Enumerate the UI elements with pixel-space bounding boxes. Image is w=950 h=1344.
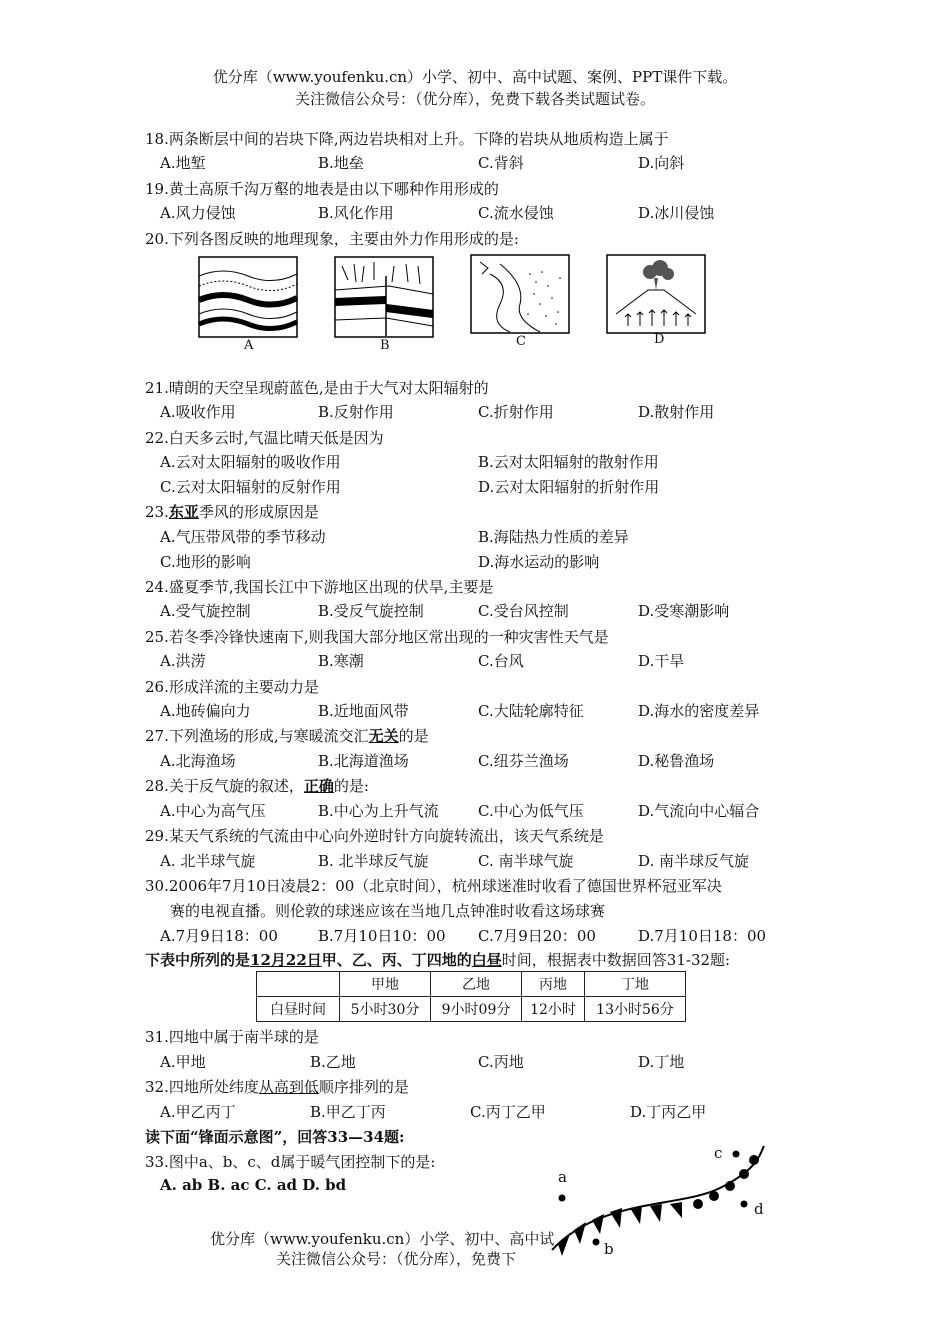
q23-option-c: C.地形的影响 (160, 553, 251, 571)
header-line-2: 关注微信公众号：（优分库），免费下载各类试题试卷。 (294, 90, 655, 108)
q24-option-d: D.受寒潮影响 (638, 602, 730, 620)
table-cell: 5小时30分 (340, 997, 431, 1022)
q22-option-b: B.云对太阳辐射的散射作用 (478, 453, 659, 471)
table-cell: 13小时56分 (585, 997, 686, 1022)
figure-c-alluvial-fan (470, 254, 570, 334)
q29-option-c: C. 南半球气旋 (478, 852, 574, 870)
figure-a-folded-strata (198, 256, 298, 338)
q26-option-b: B.近地面风带 (318, 702, 409, 720)
q23-option-a: A.气压带风带的季节移动 (160, 528, 326, 546)
figure-c-label: C (516, 334, 526, 349)
header-line-1: 优分库（www.youfenku.cn）小学、初中、高中试题、案例、PPT课件下载。 (212, 68, 738, 86)
q24-option-a: A.受气旋控制 (160, 602, 251, 620)
q32-stem-emphasis: 从高到低 (258, 1078, 319, 1096)
q29-option-d: D. 南半球反气旋 (638, 852, 750, 870)
q25-option-d: D.干旱 (638, 652, 685, 670)
figure-b-fault (334, 256, 434, 338)
table-intro-post: 时间，根据表中数据回答31-32题: (501, 951, 731, 969)
q23-option-b: B.海陆热力性质的差异 (478, 528, 629, 546)
q29-option-a: A. 北半球气旋 (160, 852, 256, 870)
question-19: 19.黄土高原千沟万壑的地表是由以下哪种作用形成的 (145, 180, 499, 198)
q18-option-a: A.地堑 (160, 154, 206, 172)
q32-option-c: C.丙丁乙甲 (470, 1103, 546, 1121)
q32-option-d: D.丁丙乙甲 (630, 1103, 707, 1121)
front-diagram (540, 1138, 780, 1264)
footer-line-2: 关注微信公众号：（优分库），免费下 (276, 1250, 517, 1268)
q25-option-a: A.洪涝 (160, 652, 206, 670)
front-label-b: b (604, 1240, 614, 1258)
q33-options: A. ab B. ac C. ad D. bd (160, 1176, 347, 1194)
q28-option-b: B.中心为上升气流 (318, 802, 439, 820)
question-33: 33.图中a、b、c、d属于暖气团控制下的是: (145, 1153, 436, 1171)
table-header-row (257, 972, 686, 997)
table-header-cell: 甲地 (340, 972, 431, 997)
q18-option-d: D.向斜 (638, 154, 685, 172)
table-intro-mid: 甲、乙、丙、丁四地的 (321, 951, 472, 969)
q26-option-c: C.大陆轮廓特征 (478, 702, 584, 720)
q21-option-b: B.反射作用 (318, 403, 394, 421)
table-header-cell: 丁地 (585, 972, 686, 997)
q27-option-a: A.北海渔场 (160, 752, 236, 770)
q29-option-b: B. 北半球反气旋 (318, 852, 429, 870)
front-label-c: c (714, 1144, 723, 1162)
table-cell: 白昼时间 (257, 997, 340, 1022)
q32-stem-pre: 32.四地所处纬度 (145, 1078, 259, 1096)
q28-option-a: A.中心为高气压 (160, 802, 266, 820)
table-cell: 12小时 (522, 997, 585, 1022)
front-intro: 读下面“锋面示意图”，回答33—34题: (145, 1128, 405, 1146)
table-intro-date: 12月22日 (250, 951, 322, 969)
q25-option-c: C.台风 (478, 652, 524, 670)
q23-option-d: D.海水运动的影响 (478, 553, 600, 571)
question-24: 24.盛夏季节,我国长江中下游地区出现的伏旱,主要是 (145, 578, 494, 596)
q19-option-a: A.风力侵蚀 (160, 204, 236, 222)
footer-line-1: 优分库（www.youfenku.cn）小学、初中、高中试 (210, 1230, 555, 1248)
question-30: 30.2006年7月10日凌晨2：00（北京时间），杭州球迷准时收看了德国世界杯冠亚军决 (145, 877, 722, 895)
question-30-line-2: 赛的电视直播。则伦敦的球迷应该在当地几点钟准时收看这场球赛 (170, 902, 606, 920)
figure-b-label: B (380, 338, 390, 353)
q27-stem-post: 的是 (398, 727, 429, 745)
q21-option-c: C.折射作用 (478, 403, 554, 421)
question-32 (145, 1076, 409, 1097)
table-header-cell: 丙地 (522, 972, 585, 997)
figure-a-label: A (244, 338, 254, 353)
q24-option-b: B.受反气旋控制 (318, 602, 424, 620)
q31-option-a: A.甲地 (160, 1053, 206, 1071)
q18-option-b: B.地垒 (318, 154, 364, 172)
q22-option-d: D.云对太阳辐射的折射作用 (478, 478, 660, 496)
table-intro-pre: 下表中所列的是 (145, 951, 251, 969)
q28-option-c: C.中心为低气压 (478, 802, 584, 820)
question-23 (145, 501, 319, 522)
question-18: 18.两条断层中间的岩块下降,两边岩块相对上升。下降的岩块从地质构造上属于 (145, 130, 669, 148)
front-label-a: a (558, 1168, 567, 1186)
question-29: 29.某天气系统的气流由中心向外逆时针方向旋转流出，该天气系统是 (145, 827, 604, 845)
q23-stem-pre: 23. (145, 503, 169, 521)
q32-option-a: A.甲乙丙丁 (160, 1103, 236, 1121)
q19-option-d: D.冰川侵蚀 (638, 204, 715, 222)
q28-stem-post: 的是: (333, 777, 369, 795)
question-26: 26.形成洋流的主要动力是 (145, 678, 319, 696)
question-22: 22.白天多云时,气温比晴天低是因为 (145, 429, 384, 447)
q19-option-b: B.风化作用 (318, 204, 394, 222)
q24-option-c: C.受台风控制 (478, 602, 569, 620)
table-intro-daytime: 白昼 (471, 951, 502, 969)
q28-option-d: D.气流向中心辐合 (638, 802, 760, 820)
q31-option-c: C.丙地 (478, 1053, 524, 1071)
q25-option-b: B.寒潮 (318, 652, 364, 670)
q30-option-b: B.7月10日10：00 (318, 927, 446, 945)
question-20: 20.下列各图反映的地理现象，主要由外力作用形成的是: (145, 230, 519, 248)
daylight-table (256, 971, 686, 1022)
q27-option-d: D.秘鲁渔场 (638, 752, 715, 770)
q30-option-a: A.7月9日18：00 (160, 927, 278, 945)
q31-option-d: D.丁地 (638, 1053, 685, 1071)
q27-stem-pre: 27.下列渔场的形成,与寒暖流交汇 (145, 727, 369, 745)
question-28 (145, 775, 369, 796)
q30-option-d: D.7月10日18：00 (638, 927, 767, 945)
front-label-d: d (754, 1200, 764, 1218)
q27-stem-emphasis: 无关 (368, 727, 399, 745)
q32-stem-post: 顺序排列的是 (318, 1078, 409, 1096)
q26-option-a: A.地砖偏向力 (160, 702, 251, 720)
q26-option-d: D.海水的密度差异 (638, 702, 760, 720)
table-header-cell (257, 972, 340, 997)
figure-d-label: D (654, 332, 665, 347)
q32-option-b: B.甲乙丁丙 (310, 1103, 386, 1121)
q28-stem-pre: 28.关于反气旋的叙述， (145, 777, 304, 795)
question-21: 21.晴朗的天空呈现蔚蓝色,是由于大气对太阳辐射的 (145, 379, 489, 397)
q28-stem-emphasis: 正确 (303, 777, 334, 795)
table-header-cell: 乙地 (431, 972, 522, 997)
q27-option-c: C.纽芬兰渔场 (478, 752, 569, 770)
question-27 (145, 725, 429, 746)
q21-option-d: D.散射作用 (638, 403, 715, 421)
table-intro (145, 949, 730, 970)
table-row (257, 997, 686, 1022)
q21-option-a: A.吸收作用 (160, 403, 236, 421)
q22-option-a: A.云对太阳辐射的吸收作用 (160, 453, 341, 471)
figure-d-volcano (606, 254, 706, 334)
q18-option-c: C.背斜 (478, 154, 524, 172)
q31-option-b: B.乙地 (310, 1053, 356, 1071)
table-cell: 9小时09分 (431, 997, 522, 1022)
q19-option-c: C.流水侵蚀 (478, 204, 554, 222)
question-25: 25.若冬季冷锋快速南下,则我国大部分地区常出现的一种灾害性天气是 (145, 628, 609, 646)
q23-stem-post: 季风的形成原因是 (198, 503, 319, 521)
q27-option-b: B.北海道渔场 (318, 752, 409, 770)
q30-option-c: C.7月9日20：00 (478, 927, 596, 945)
question-31: 31.四地中属于南半球的是 (145, 1028, 319, 1046)
q22-option-c: C.云对太阳辐射的反射作用 (160, 478, 341, 496)
q23-stem-emphasis: 东亚 (168, 503, 199, 521)
